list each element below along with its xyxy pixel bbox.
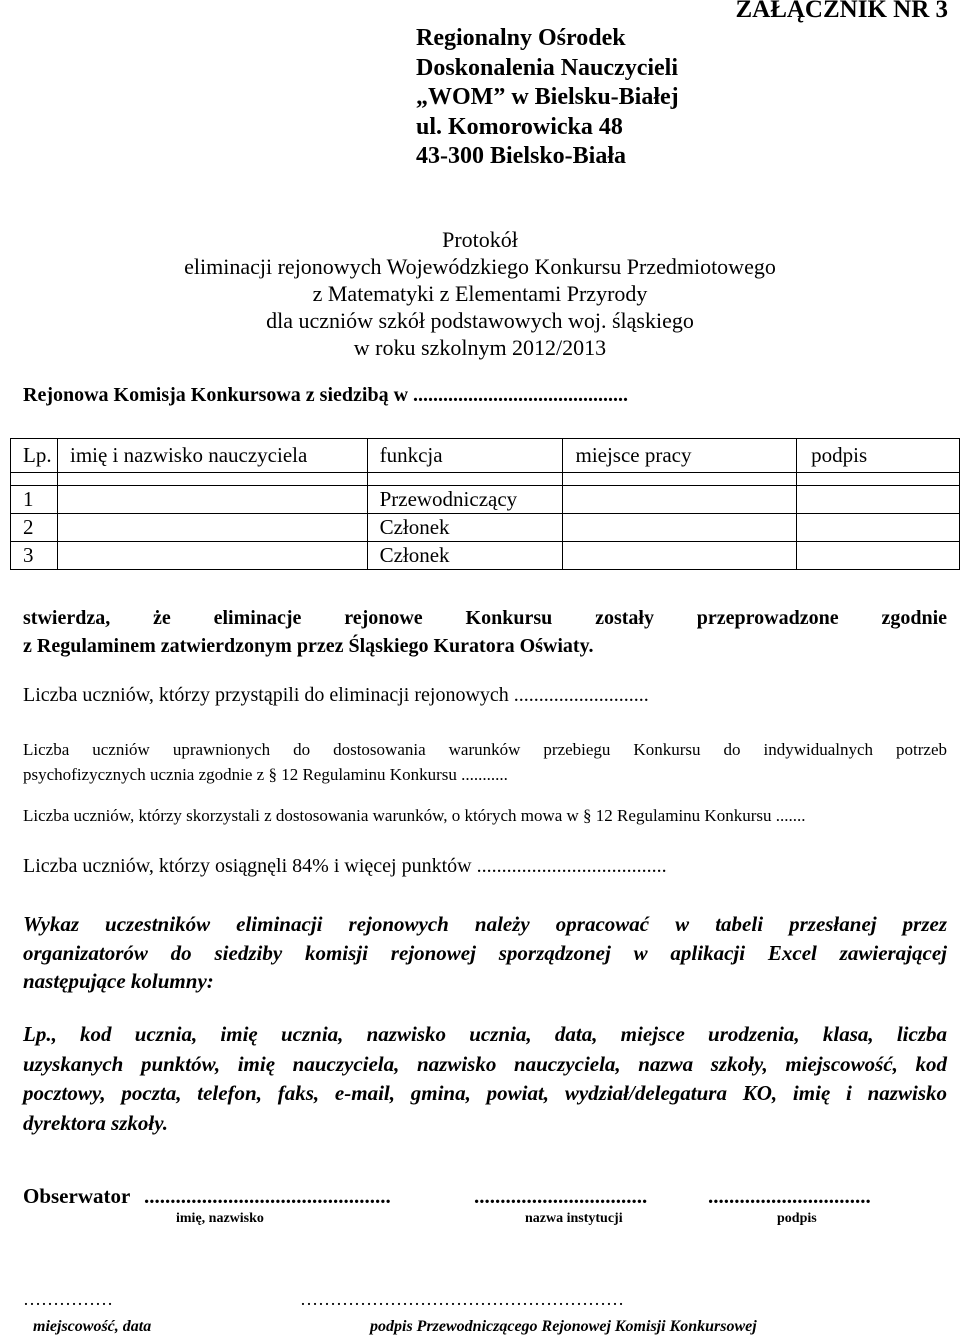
place-date-caption: miejscowość, data <box>33 1318 152 1335</box>
address-line: 43-300 Bielsko-Biała <box>416 143 627 169</box>
statement-paragraph <box>23 604 947 660</box>
row-lp: 2 <box>11 514 58 542</box>
columns-line: dyrektora szkoły. <box>23 1110 169 1135</box>
instruction-line: Wykaz uczestników eliminacji rejonowych należy opracować w tabeli przesłanej przez <box>23 912 947 936</box>
observer-signature-caption: podpis <box>777 1211 817 1226</box>
header-workplace: miejsce pracy <box>563 439 797 473</box>
count-participants: Liczba uczniów, którzy przystąpili do eliminacji rejonowych ........................... <box>23 684 649 706</box>
columns-line: Lp., kod ucznia, imię ucznia, nazwisko ucznia, data, miejsce urodzenia, klasa, liczba <box>23 1022 947 1046</box>
address-line: ul. Komorowicka 48 <box>416 113 623 140</box>
count-used-adjustments: Liczba uczniów, którzy skorzystali z dostosowania warunków, o których mowa w § 12 Regulaminu Konkursu ....... <box>23 806 806 825</box>
count-84-percent: Liczba uczniów, którzy osiągnęli 84% i więcej punktów ...................................... <box>23 855 667 877</box>
title-line: dla uczniów szkół podstawowych woj. śląskiego <box>266 308 694 333</box>
participants-list-instructions <box>23 910 947 996</box>
count-line: Liczba uczniów uprawnionych do dostosowania warunków przebiegu Konkursu do indywidualnych potrzeb <box>23 740 947 759</box>
row-name-cell <box>57 486 367 514</box>
title-line: eliminacji rejonowych Wojewódzkiego Konkursu Przedmiotowego <box>184 254 776 279</box>
address-line: Regionalny Ośrodek <box>416 25 626 51</box>
columns-line: pocztowy, poczta, telefon, faks, e-mail, gmina, powiat, wydział/delegatura KO, imię i nazwisko <box>23 1081 947 1105</box>
header-function: funkcja <box>367 439 563 473</box>
row-signature-cell <box>797 486 960 514</box>
document-title <box>0 226 960 361</box>
observer-name-dots: ............................................... <box>144 1184 391 1208</box>
title-line: w roku szkolnym 2012/2013 <box>353 335 607 360</box>
row-lp: 3 <box>11 542 58 570</box>
row-workplace-cell <box>563 542 797 570</box>
observer-institution-dots: ................................. <box>474 1184 648 1208</box>
table-row <box>11 486 960 514</box>
title-line: Protokół <box>442 227 518 252</box>
annex-label: ZAŁĄCZNIK NR 3 <box>735 0 948 23</box>
row-workplace-cell <box>563 486 797 514</box>
columns-list <box>23 1020 947 1138</box>
row-workplace-cell <box>563 514 797 542</box>
table-spacer-row <box>11 473 960 486</box>
row-signature-cell <box>797 542 960 570</box>
statement-line: stwierdza, że eliminacje rejonowe Konkursu zostały przeprowadzone zgodnie <box>23 607 947 629</box>
statement-line: z Regulaminem zatwierdzonym przez Śląskiego Kuratora Oświaty. <box>23 635 594 657</box>
place-date-dots: …………… <box>23 1289 113 1309</box>
table-row <box>11 542 960 570</box>
row-function: Członek <box>367 542 563 570</box>
members-table <box>10 438 960 570</box>
chair-signature-caption: podpis Przewodniczącego Rejonowej Komisji Konkursowej <box>370 1318 757 1335</box>
count-line: psychofizycznych ucznia zgodnie z § 12 Regulaminu Konkursu ........... <box>23 765 508 784</box>
observer-label: Obserwator <box>23 1184 131 1208</box>
table-row <box>11 514 960 542</box>
observer-name-caption: imię, nazwisko <box>176 1211 264 1226</box>
instruction-line: następujące kolumny: <box>23 969 214 993</box>
header-name: imię i nazwisko nauczyciela <box>57 439 367 473</box>
columns-line: uzyskanych punktów, imię nauczyciela, nazwisko nauczyciela, nazwa szkoły, miejscowość, kod <box>23 1051 947 1076</box>
title-line: z Matematyki z Elementami Przyrody <box>312 281 648 306</box>
chair-signature-dots: ……………………………………………… <box>300 1289 624 1309</box>
header-lp: Lp. <box>11 439 58 473</box>
count-eligible-adjustments <box>23 737 947 787</box>
row-signature-cell <box>797 514 960 542</box>
row-lp: 1 <box>11 486 58 514</box>
row-name-cell <box>57 514 367 542</box>
row-function: Przewodniczący <box>367 486 563 514</box>
table-header-row <box>11 439 960 473</box>
commission-line: Rejonowa Komisja Konkursowa z siedzibą w ........................................... <box>23 384 629 406</box>
row-function: Członek <box>367 514 563 542</box>
address-line: „WOM” w Bielsku-Białej <box>416 84 679 110</box>
address-block <box>416 24 679 172</box>
address-line: Doskonalenia Nauczycieli <box>416 54 678 81</box>
observer-signature-dots: ............................... <box>708 1184 871 1208</box>
header-signature: podpis <box>797 439 960 473</box>
observer-institution-caption: nazwa instytucji <box>525 1211 623 1226</box>
row-name-cell <box>57 542 367 570</box>
instruction-line: organizatorów do siedziby komisji rejonowej sporządzonej w aplikacji Excel zawierającej <box>23 940 947 965</box>
